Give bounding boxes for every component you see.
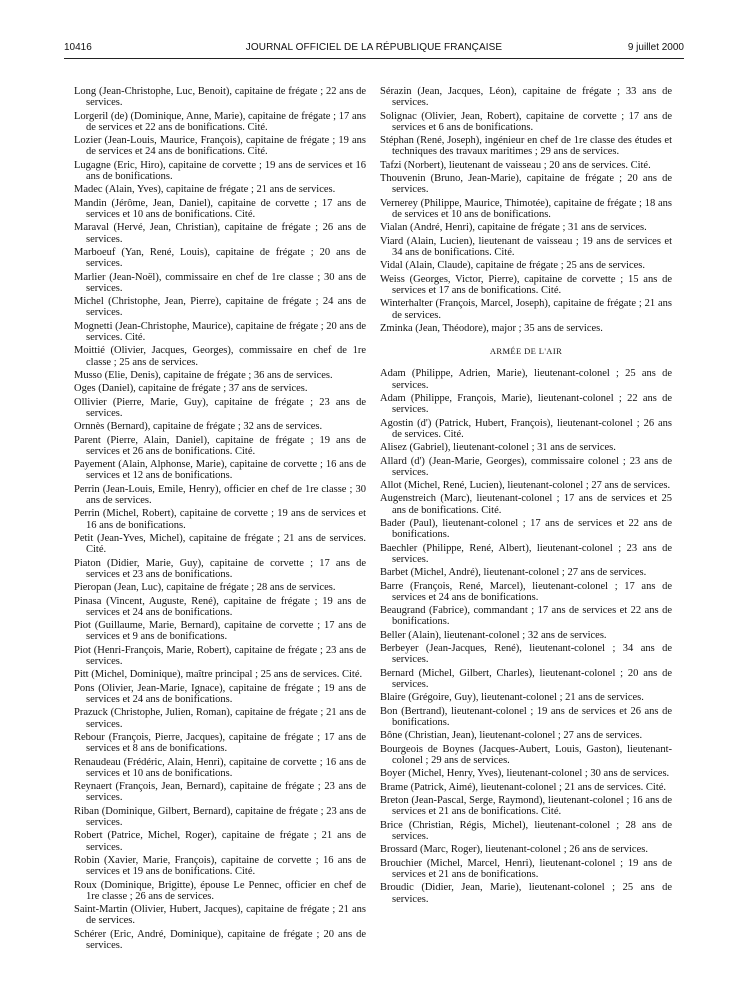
list-item: Pons (Olivier, Jean-Marie, Ignace), capitaine de frégate ; 19 ans de services et 24 ans de bonifications.: [74, 682, 366, 706]
list-item: Brouchier (Michel, Marcel, Henri), lieutenant-colonel ; 19 ans de services et 21 ans de bonifications.: [380, 857, 672, 880]
page-header: [64, 40, 684, 56]
list-item: Marboeuf (Yan, René, Louis), capitaine de frégate ; 20 ans de services.: [74, 246, 366, 270]
list-item: Mognetti (Jean-Christophe, Maurice), capitaine de frégate ; 20 ans de services. Cité.: [74, 320, 366, 343]
list-item: Maraval (Hervé, Jean, Christian), capitaine de frégate ; 26 ans de services.: [74, 222, 366, 245]
list-item: Berbeyer (Jean-Jacques, René), lieutenant-colonel ; 34 ans de services.: [380, 643, 672, 666]
list-item: Baechler (Philippe, René, Albert), lieutenant-colonel ; 23 ans de services.: [380, 542, 672, 565]
list-item: Beaugrand (Fabrice), commandant ; 17 ans de services et 22 ans de bonifications.: [380, 605, 672, 628]
list-item: Piot (Henri-François, Marie, Robert), capitaine de frégate ; 23 ans de services.: [74, 644, 366, 668]
list-item: Parent (Pierre, Alain, Daniel), capitaine de frégate ; 19 ans de services et 26 ans de bonifications. Cité.: [74, 434, 366, 457]
list-item: Prazuck (Christophe, Julien, Roman), capitaine de frégate ; 21 ans de services.: [74, 707, 366, 730]
list-item: Madec (Alain, Yves), capitaine de frégate ; 21 ans de services.: [74, 184, 336, 196]
list-item: Agostin (d') (Patrick, Hubert, François), lieutenant-colonel ; 26 ans de services. Cité.: [380, 417, 672, 440]
marine-list-continued: [380, 86, 672, 334]
list-item: Barre (François, René, Marcel), lieutenant-colonel ; 17 ans de services et 24 ans de bonifications.: [380, 580, 672, 603]
list-item: Stéphan (René, Joseph), ingénieur en chef de 1re classe des études et techniques des travaux maritimes ; 29 ans de services.: [380, 135, 672, 158]
journal-title: JOURNAL OFFICIEL DE LA RÉPUBLIQUE FRANÇAISE: [245, 42, 503, 53]
list-item: Winterhalter (François, Marcel, Joseph), capitaine de frégate ; 21 ans de services.: [380, 298, 672, 321]
list-item: Lugagne (Eric, Hiro), capitaine de corvette ; 19 ans de services et 16 ans de bonifications.: [74, 159, 366, 182]
list-item: Allard (d') (Jean-Marie, Georges), commissaire colonel ; 23 ans de services.: [380, 455, 672, 478]
list-item: Broudic (Didier, Jean, Marie), lieutenant-colonel ; 25 ans de services.: [380, 882, 672, 905]
list-item: Blaire (Grégoire, Guy), lieutenant-colonel ; 21 ans de services.: [380, 692, 644, 704]
list-item: Marlier (Jean-Noël), commissaire en chef de 1re classe ; 30 ans de services.: [74, 271, 366, 294]
list-item: Thouvenin (Bruno, Jean-Marie), capitaine de frégate ; 20 ans de services.: [380, 173, 672, 196]
list-item: Tafzi (Norbert), lieutenant de vaisseau ; 20 ans de services. Cité.: [380, 159, 651, 171]
list-item: Pinasa (Vincent, Auguste, René), capitaine de frégate ; 19 ans de services et 24 ans de bonifications.: [74, 595, 366, 618]
list-item: Zminka (Jean, Théodore), major ; 35 ans de services.: [380, 322, 603, 334]
list-item: Oges (Daniel), capitaine de frégate ; 37 ans de services.: [74, 383, 308, 395]
header-rule: [64, 58, 684, 59]
list-item: Reynaert (François, Jean, Bernard), capitaine de frégate ; 23 ans de services.: [74, 781, 366, 804]
list-item: Bourgeois de Boynes (Jacques-Aubert, Louis, Gaston), lieutenant-colonel ; 29 ans de services.: [380, 743, 672, 766]
armee-de-l-air-list: [380, 368, 672, 904]
list-item: Brice (Christian, Régis, Michel), lieutenant-colonel ; 28 ans de services.: [380, 819, 672, 842]
list-item: Allot (Michel, René, Lucien), lieutenant-colonel ; 27 ans de services.: [380, 480, 671, 492]
list-item: Bône (Christian, Jean), lieutenant-colonel ; 27 ans de services.: [380, 730, 643, 742]
page-number: 10416: [64, 42, 92, 53]
list-item: Vidal (Alain, Claude), capitaine de frégate ; 25 ans de services.: [380, 260, 645, 272]
list-item: Brame (Patrick, Aimé), lieutenant-colonel ; 21 ans de services. Cité.: [380, 781, 667, 793]
list-item: Lorgeril (de) (Dominique, Anne, Marie), capitaine de frégate ; 17 ans de services et 22 ans de bonifications. Cité.: [74, 110, 366, 133]
right-column: [380, 86, 672, 907]
list-item: Robin (Xavier, Marie, François), capitaine de corvette ; 16 ans de services et 19 ans de bonifications. Cité.: [74, 854, 366, 878]
list-item: Schérer (Eric, André, Dominique), capitaine de frégate ; 20 ans de services.: [74, 928, 366, 951]
list-item: Weiss (Georges, Victor, Pierre), capitaine de corvette ; 15 ans de services et 17 ans de bonifications. Cité.: [380, 273, 672, 296]
list-item: Viard (Alain, Lucien), lieutenant de vaisseau ; 19 ans de services et 34 ans de bonifications. Cité.: [380, 235, 672, 258]
list-item: Beller (Alain), lieutenant-colonel ; 32 ans de services.: [380, 629, 607, 641]
list-item: Perrin (Michel, Robert), capitaine de corvette ; 19 ans de services et 16 ans de bonifications.: [74, 508, 366, 531]
list-item: Bader (Paul), lieutenant-colonel ; 17 ans de services et 22 ans de bonifications.: [380, 518, 672, 541]
list-item: Payement (Alain, Alphonse, Marie), capitaine de corvette ; 16 ans de services et 12 ans de bonifications.: [74, 459, 366, 482]
list-item: Solignac (Olivier, Jean, Robert), capitaine de corvette ; 17 ans de services et 6 ans de bonifications.: [380, 110, 672, 133]
left-column: [74, 86, 366, 953]
list-item: Vernerey (Philippe, Maurice, Thimotée), capitaine de frégate ; 18 ans de services et 10 ans de bonifications.: [380, 197, 672, 220]
list-item: Renaudeau (Frédéric, Alain, Henri), capitaine de corvette ; 16 ans de services et 10 ans de bonifications.: [74, 756, 366, 779]
list-item: Musso (Elie, Denis), capitaine de frégate ; 36 ans de services.: [74, 369, 333, 381]
list-item: Pitt (Michel, Dominique), maître principal ; 25 ans de services. Cité.: [74, 669, 363, 681]
list-item: Rebour (François, Pierre, Jacques), capitaine de frégate ; 17 ans de services et 8 ans de bonifications.: [74, 732, 366, 755]
list-item: Mandin (Jérôme, Jean, Daniel), capitaine de corvette ; 17 ans de services et 10 ans de bonifications. Cité.: [74, 197, 366, 220]
list-item: Breton (Jean-Pascal, Serge, Raymond), lieutenant-colonel ; 16 ans de services et 21 ans de bonifications. Cité.: [380, 795, 672, 818]
list-item: Augenstreich (Marc), lieutenant-colonel ; 17 ans de services et 25 ans de bonifications. Cité.: [380, 493, 672, 516]
list-item: Piaton (Didier, Marie, Guy), capitaine de corvette ; 17 ans de services et 23 ans de bonifications.: [74, 557, 366, 580]
list-item: Vialan (André, Henri), capitaine de frégate ; 31 ans de services.: [380, 222, 647, 234]
list-item: Michel (Christophe, Jean, Pierre), capitaine de frégate ; 24 ans de services.: [74, 296, 366, 319]
list-item: Lozier (Jean-Louis, Maurice, François), capitaine de frégate ; 19 ans de services et 24 ans de bonifications. Cité.: [74, 135, 366, 158]
list-item: Adam (Philippe, François, Marie), lieutenant-colonel ; 22 ans de services.: [380, 392, 672, 416]
list-item: Ornnès (Bernard), capitaine de frégate ; 32 ans de services.: [74, 421, 323, 433]
list-item: Perrin (Jean-Louis, Emile, Henry), officier en chef de 1re classe ; 30 ans de services.: [74, 483, 366, 507]
section-title-armee-de-l-air: ARMÉE DE L'AIR: [489, 346, 563, 357]
list-item: Pieropan (Jean, Luc), capitaine de frégate ; 28 ans de services.: [74, 582, 336, 594]
list-item: Petit (Jean-Yves, Michel), capitaine de frégate ; 21 ans de services. Cité.: [74, 533, 366, 556]
list-item: Adam (Philippe, Adrien, Marie), lieutenant-colonel ; 25 ans de services.: [380, 368, 672, 391]
list-item: Long (Jean-Christophe, Luc, Benoit), capitaine de frégate ; 22 ans de services.: [74, 86, 366, 109]
list-item: Piot (Guillaume, Marie, Bernard), capitaine de corvette ; 17 ans de services et 9 ans de bonifications.: [74, 620, 366, 643]
list-item: Bernard (Michel, Gilbert, Charles), lieutenant-colonel ; 20 ans de services.: [380, 667, 672, 691]
list-item: Moittié (Olivier, Jacques, Georges), commissaire en chef de 1re classe ; 25 ans de services.: [74, 345, 366, 368]
list-item: Roux (Dominique, Brigitte), épouse Le Pennec, officier en chef de 1re classe ; 26 ans de services.: [74, 879, 366, 902]
list-item: Riban (Dominique, Gilbert, Bernard), capitaine de frégate ; 23 ans de services.: [74, 805, 366, 828]
list-item: Boyer (Michel, Henry, Yves), lieutenant-colonel ; 30 ans de services.: [380, 768, 670, 780]
list-item: Ollivier (Pierre, Marie, Guy), capitaine de frégate ; 23 ans de services.: [74, 396, 366, 419]
list-item: Bon (Bertrand), lieutenant-colonel ; 19 ans de services et 26 ans de bonifications.: [380, 705, 672, 729]
list-item: Robert (Patrice, Michel, Roger), capitaine de frégate ; 21 ans de services.: [74, 830, 366, 853]
list-item: Brossard (Marc, Roger), lieutenant-colonel ; 26 ans de services.: [380, 844, 648, 856]
list-item: Barbet (Michel, André), lieutenant-colonel ; 27 ans de services.: [380, 567, 647, 579]
list-item: Alisez (Gabriel), lieutenant-colonel ; 31 ans de services.: [380, 442, 616, 454]
list-item: Sérazin (Jean, Jacques, Léon), capitaine de frégate ; 33 ans de services.: [380, 86, 672, 109]
issue-date: 9 juillet 2000: [627, 42, 684, 53]
list-item: Saint-Martin (Olivier, Hubert, Jacques), capitaine de frégate ; 21 ans de services.: [74, 904, 366, 927]
